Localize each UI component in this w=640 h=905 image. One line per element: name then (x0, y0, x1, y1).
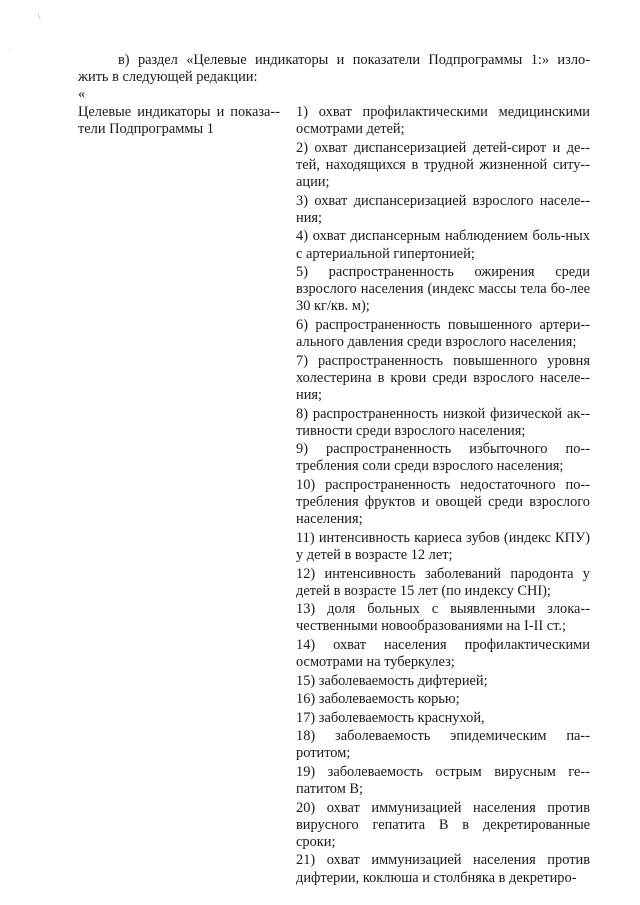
indicator-item: 18) заболеваемость эпидемическим па-ротитом; (296, 728, 590, 762)
indicator-item: 20) охват иммунизацией населения против вирусного гепатита В в декретированные сроки; (296, 799, 590, 850)
indicators-list (296, 104, 590, 888)
intro-line: в) раздел «Целевые индикаторы и показатели Подпрограммы 1:» изло- (118, 52, 590, 68)
indicator-item: 12) интенсивность заболеваний пародонта у детей в возрасте 15 лет (по индексу CHI); (296, 565, 590, 599)
indicator-item: 3) охват диспансеризацией взрослого населе-ния; (296, 192, 590, 226)
indicator-item: 1) охват профилактическими медицинскими осмотрами детей; (296, 104, 590, 138)
indicator-item: 5) распространенность ожирения среди взрослого населения (индекс массы тела бо-лее 30 кг/кв. м); (296, 264, 590, 315)
indicator-item: 17) заболеваемость краснухой, (296, 709, 485, 726)
opening-quote: « (78, 86, 86, 102)
indicator-item: 8) распространенность низкой физической ак-тивности среди взрослого населения; (296, 405, 590, 439)
table-label-cell: Целевые индикаторы и показа-тели Подпрограммы 1 (78, 104, 280, 138)
indicator-item: 7) распространенность повышенного уровня холестерина в крови среди взрослого населе-ния; (296, 352, 590, 404)
indicator-item: 10) распространенность недостаточного по-требления фруктов и овощей среди взрослого населения; (296, 476, 590, 528)
indicator-item: 16) заболеваемость корью; (296, 691, 460, 708)
indicator-item: 14) охват населения профилактическими осмотрами на туберкулез; (296, 636, 590, 671)
margin-mark: \ (38, 12, 41, 22)
indicator-item: 11) интенсивность кариеса зубов (индекс КПУ) у детей в возрасте 12 лет; (296, 529, 590, 564)
indicator-item: 4) охват диспансерным наблюдением боль-ных с артериальной гипертонией; (296, 228, 590, 262)
indicator-item: 9) распространенность избыточного по-требления соли среди взрослого населения; (296, 441, 590, 475)
intro-line: жить в следующей редакции: (78, 69, 258, 86)
indicator-item: 13) доля больных с выявленными злока-чественными новообразованиями на I-II ст.; (296, 601, 590, 635)
intro-paragraph (78, 52, 590, 86)
margin-mark: · (9, 46, 11, 52)
indicator-item: 21) охват иммунизацией населения против дифтерии, коклюша и столбняка в декретиро- (296, 852, 590, 886)
indicator-item: 2) охват диспансеризацией детей-сирот и де-тей, находящихся в трудной жизненной ситу-ации; (296, 139, 590, 191)
indicator-item: 6) распространенность повышенного артери-ального давления среди взрослого населения; (296, 316, 590, 351)
indicator-item: 19) заболеваемость острым вирусным ге-патитом В; (296, 763, 590, 798)
indicator-item: 15) заболеваемость дифтерией; (296, 672, 488, 689)
